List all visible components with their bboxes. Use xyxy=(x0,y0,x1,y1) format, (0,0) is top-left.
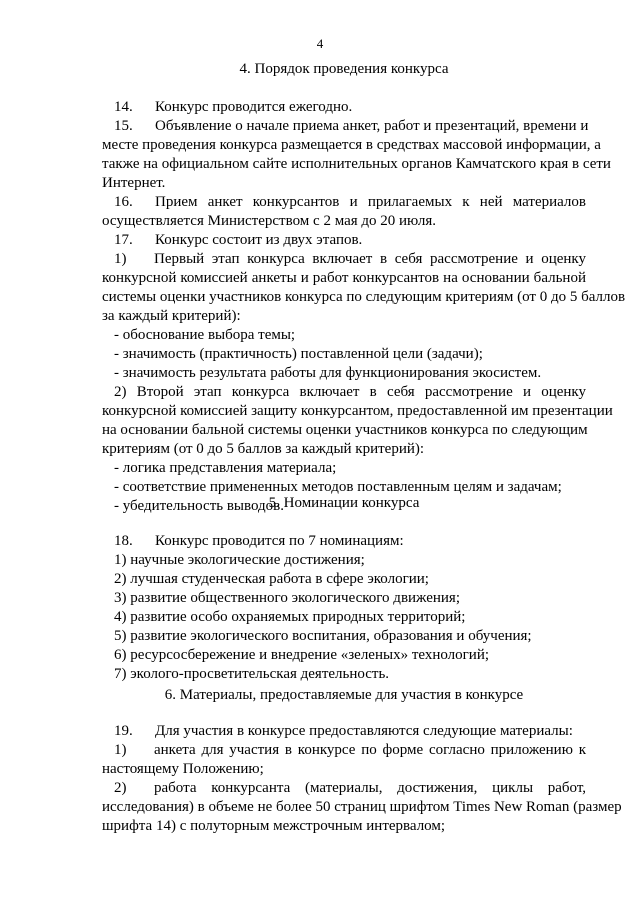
paragraph-19: 19. Для участия в конкурсе предоставляются следующие материалы: xyxy=(114,723,573,739)
section-5-heading: 5. Номинации конкурса xyxy=(268,495,420,511)
paragraph-15-line-4: Интернет. xyxy=(102,175,166,191)
nomination-item: 2) лучшая студенческая работа в сфере экологии; xyxy=(114,571,429,587)
section-6-body xyxy=(102,722,622,836)
stage-2-line-4: критериям (от 0 до 5 баллов за каждый критерий): xyxy=(102,441,425,457)
stage-2-criterion: - убедительность выводов. xyxy=(114,498,285,514)
material-1-line-1: 1) анкета для участия в конкурсе по форме согласно приложению к xyxy=(114,742,586,758)
paragraph-15-line-1: 15. Объявление о начале приема анкет, работ и презентаций, времени и xyxy=(114,118,589,134)
material-1-line-2: настоящему Положению; xyxy=(102,761,264,777)
paragraph-17: 17. Конкурс состоит из двух этапов. xyxy=(114,232,363,248)
paragraph-15-line-2: месте проведения конкурса размещается в средствах массовой информации, а xyxy=(102,137,601,153)
stage-2-criterion: - соответствие примененных методов поставленным целям и задачам; xyxy=(114,479,562,495)
section-5 xyxy=(102,494,586,513)
page-number: 4 xyxy=(316,36,324,51)
material-2-line-1: 2) работа конкурсанта (материалы, достижения, циклы работ, xyxy=(114,780,586,796)
stage-1-criterion: - обоснование выбора темы; xyxy=(114,327,296,343)
nomination-item: 6) ресурсосбережение и внедрение «зеленых» технологий; xyxy=(114,647,490,663)
stage-1-criterion: - значимость результата работы для функционирования экосистем. xyxy=(114,365,542,381)
nomination-item: 5) развитие экологического воспитания, образования и обучения; xyxy=(114,628,532,644)
section-4 xyxy=(102,60,586,79)
paragraph-16-line-2: осуществляется Министерством с 2 мая до 20 июля. xyxy=(102,213,437,229)
section-6 xyxy=(102,686,586,705)
section-4-heading: 4. Порядок проведения конкурса xyxy=(239,61,449,77)
paragraph-15-line-3: также на официальном сайте исполнительных органов Камчатского края в сети xyxy=(102,156,611,172)
paragraph-18: 18. Конкурс проводится по 7 номинациям: xyxy=(114,533,404,549)
material-2-line-2: исследования) в объеме не более 50 страниц шрифтом Times New Roman (размер xyxy=(102,799,622,815)
nomination-item: 4) развитие особо охраняемых природных территорий; xyxy=(114,609,466,625)
nomination-item: 3) развитие общественного экологического движения; xyxy=(114,590,460,606)
section-5-body xyxy=(102,532,586,684)
stage-2-line-2: конкурсной комиссией защиту конкурсантом, предоставленной им презентации xyxy=(102,403,613,419)
stage-2-line-3: на основании бальной системы оценки участников конкурса по следующим xyxy=(102,422,588,438)
section-4-body xyxy=(102,98,626,516)
stage-1-criterion: - значимость (практичность) поставленной цели (задачи); xyxy=(114,346,483,362)
nomination-item: 7) эколого-просветительская деятельность. xyxy=(114,666,390,682)
section-6-heading: 6. Материалы, предоставляемые для участия в конкурсе xyxy=(164,687,524,703)
material-2-line-3: шрифта 14) с полуторным межстрочным интервалом; xyxy=(102,818,446,834)
stage-2-line-1: 2) Второй этап конкурса включает в себя рассмотрение и оценку xyxy=(114,384,586,400)
stage-1-line-4: за каждый критерий): xyxy=(102,308,241,324)
nomination-item: 1) научные экологические достижения; xyxy=(114,552,365,568)
stage-1-line-1: 1) Первый этап конкурса включает в себя рассмотрение и оценку xyxy=(114,251,586,267)
paragraph-16-line-1: 16. Прием анкет конкурсантов и прилагаемых к ней материалов xyxy=(114,194,586,210)
stage-2-criterion: - логика представления материала; xyxy=(114,460,337,476)
stage-1-line-2: конкурсной комиссией анкеты и работ конкурсантов на основании бальной xyxy=(102,270,586,286)
paragraph-14: 14. Конкурс проводится ежегодно. xyxy=(114,99,353,115)
stage-1-line-3: системы оценки участников конкурса по следующим критериям (от 0 до 5 баллов xyxy=(102,289,626,305)
